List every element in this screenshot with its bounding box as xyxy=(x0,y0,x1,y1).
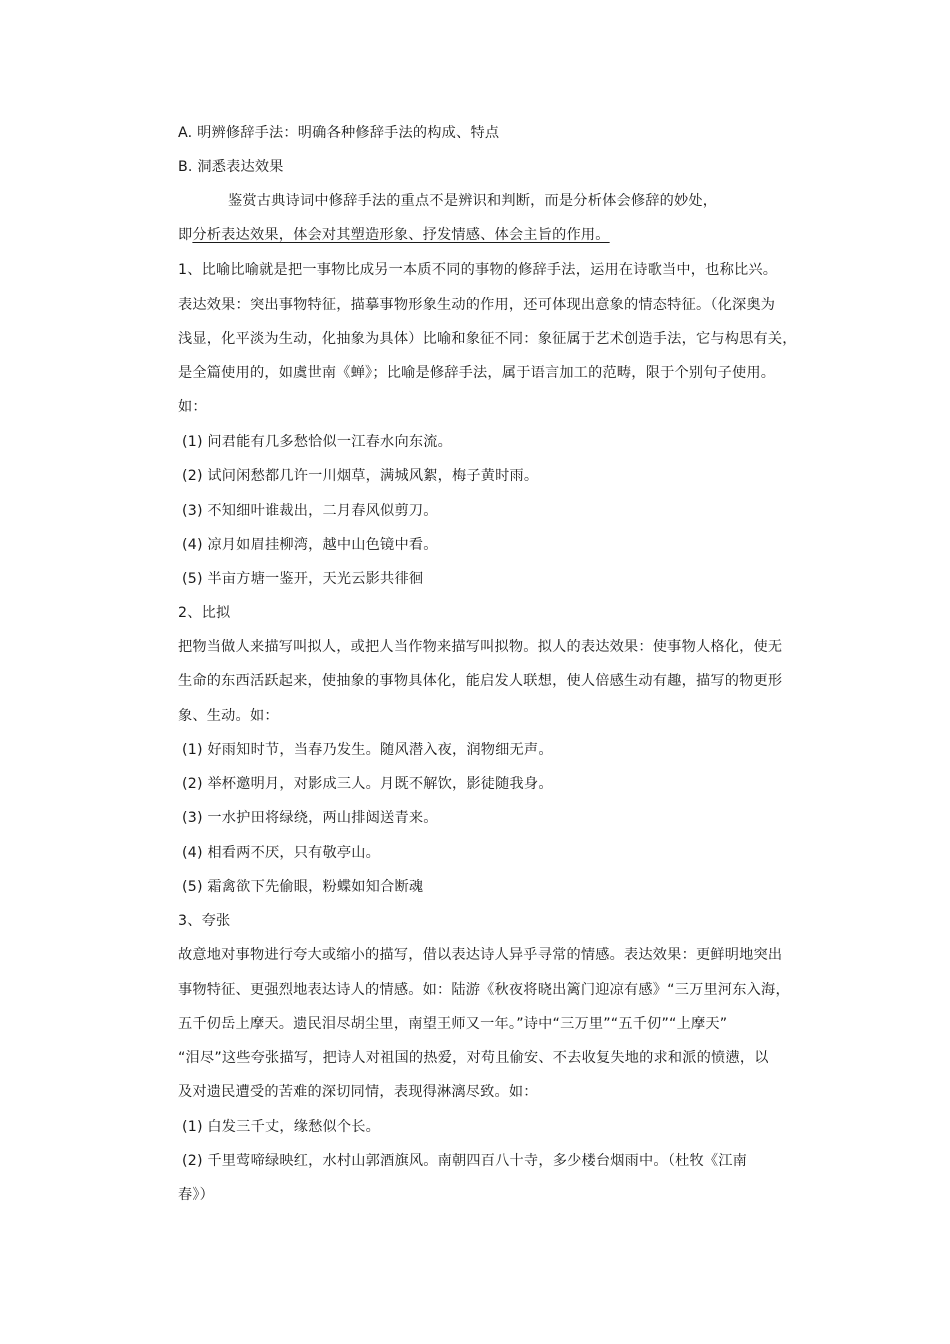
section-heading-3: 3、夸张 xyxy=(178,913,231,929)
example-item: (2) 千里莺啼绿映红，水村山郭酒旗风。南朝四百八十寺，多少楼台烟雨中。（杜牧《江南 xyxy=(182,1153,748,1169)
example-item: (5) 半亩方塘一鉴开，天光云影共徘徊 xyxy=(182,571,424,587)
paragraph-line: 鉴赏古典诗词中修辞手法的重点不是辨识和判断，而是分析体会修辞的妙处， xyxy=(228,193,718,209)
paragraph-line: 表达效果：突出事物特征，描摹事物形象生动的作用，还可体现出意象的情态特征。（化深奥为 xyxy=(178,297,776,313)
example-item: (1) 白发三千丈，缘愁似个长。 xyxy=(182,1119,381,1135)
example-item: (4) 凉月如眉挂柳湾，越中山色镜中看。 xyxy=(182,537,438,553)
line-prefix: 即 xyxy=(178,227,193,243)
example-item: (3) 不知细叶谁裁出，二月春风似剪刀。 xyxy=(182,503,438,519)
example-item: (2) 举杯邀明月，对影成三人。月既不解饮，影徒随我身。 xyxy=(182,776,553,792)
paragraph-line: 象、生动。如： xyxy=(178,708,279,724)
paragraph-line: 如： xyxy=(178,399,207,415)
paragraph-line: 是全篇使用的，如虞世南《蝉》；比喻是修辞手法，属于语言加工的范畴，限于个别句子使用。 xyxy=(178,365,776,381)
paragraph-line: 把物当做人来描写叫拟人，或把人当作物来描写叫拟物。拟人的表达效果：使事物人格化，使无 xyxy=(178,639,783,655)
example-item: (1) 问君能有几多愁恰似一江春水向东流。 xyxy=(182,434,452,450)
section-heading-1: 1、比喻比喻就是把一事物比成另一本质不同的事物的修辞手法，运用在诗歌当中，也称比兴。 xyxy=(178,262,778,278)
paragraph-line: 浅显，化平淡为生动，化抽象为具体）比喻和象征不同：象征属于艺术创造手法，它与构思有关， xyxy=(178,331,797,347)
example-item: (3) 一水护田将绿绕，两山排闼送青来。 xyxy=(182,810,438,826)
paragraph-line: “泪尽”这些夸张描写，把诗人对祖国的热爱，对苟且偷安、不去收复失地的求和派的愤懑，以 xyxy=(178,1050,769,1066)
example-item: (2) 试问闲愁都几许一川烟草，满城风絮，梅子黄时雨。 xyxy=(182,468,539,484)
paragraph-line: 生命的东西活跃起来，使抽象的事物具体化，能启发人联想，使人倍感生动有趣，描写的物更形 xyxy=(178,673,783,689)
underlined-emphasis: 分析表达效果，体会对其塑造形象、抒发情感、体会主旨的作用。 xyxy=(192,227,610,243)
example-item: (1) 好雨知时节，当春乃发生。随风潜入夜，润物细无声。 xyxy=(182,742,553,758)
example-item: (5) 霜禽欲下先偷眼，粉蝶如知合断魂 xyxy=(182,879,424,895)
paragraph-line xyxy=(178,225,828,245)
paragraph-line: 及对遗民遭受的苦难的深切同情，表现得淋漓尽致。如： xyxy=(178,1084,538,1100)
outline-item-b: B. 洞悉表达效果 xyxy=(178,159,284,175)
outline-item-a: A. 明辨修辞手法：明确各种修辞手法的构成、特点 xyxy=(178,125,500,141)
paragraph-line: 故意地对事物进行夸大或缩小的描写，借以表达诗人异乎寻常的情感。表达效果：更鲜明地突出 xyxy=(178,947,783,963)
paragraph-line: 五千仞岳上摩天。遗民泪尽胡尘里，南望王师又一年。”诗中“三万里”“五千仞”“上摩天” xyxy=(178,1016,728,1032)
paragraph-line: 事物特征、更强烈地表达诗人的情感。如：陆游《秋夜将晓出篱门迎凉有感》“三万里河东入海， xyxy=(178,982,790,998)
example-item: (4) 相看两不厌，只有敬亭山。 xyxy=(182,845,381,861)
section-heading-2: 2、比拟 xyxy=(178,605,231,621)
paragraph-line: 春》） xyxy=(178,1187,215,1203)
